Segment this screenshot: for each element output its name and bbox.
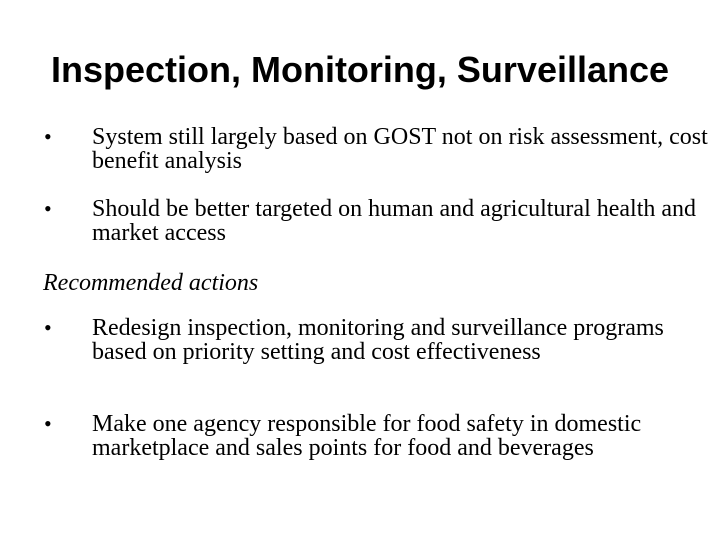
- bullet-marker: •: [44, 124, 52, 149]
- bullet-marker: •: [44, 196, 52, 221]
- recommended-actions-heading: Recommended actions: [43, 270, 259, 296]
- bullet-text-one-agency-responsible: Make one agency responsible for food safety in domestic marketplace and sales points for food and beverages: [92, 411, 642, 461]
- bullet-marker: •: [44, 411, 52, 436]
- slide-title: Inspection, Monitoring, Surveillance: [50, 49, 670, 90]
- bullet-text-redesign-programs: Redesign inspection, monitoring and surveillance programs based on priority setting and cost effectiveness: [92, 315, 664, 365]
- bullet-text-better-targeted: Should be better targeted on human and agricultural health and market access: [92, 196, 697, 246]
- bullet-text-system-based-on-gost: System still largely based on GOST not on risk assessment, cost benefit analysis: [92, 124, 708, 174]
- bullet-marker: •: [44, 315, 52, 340]
